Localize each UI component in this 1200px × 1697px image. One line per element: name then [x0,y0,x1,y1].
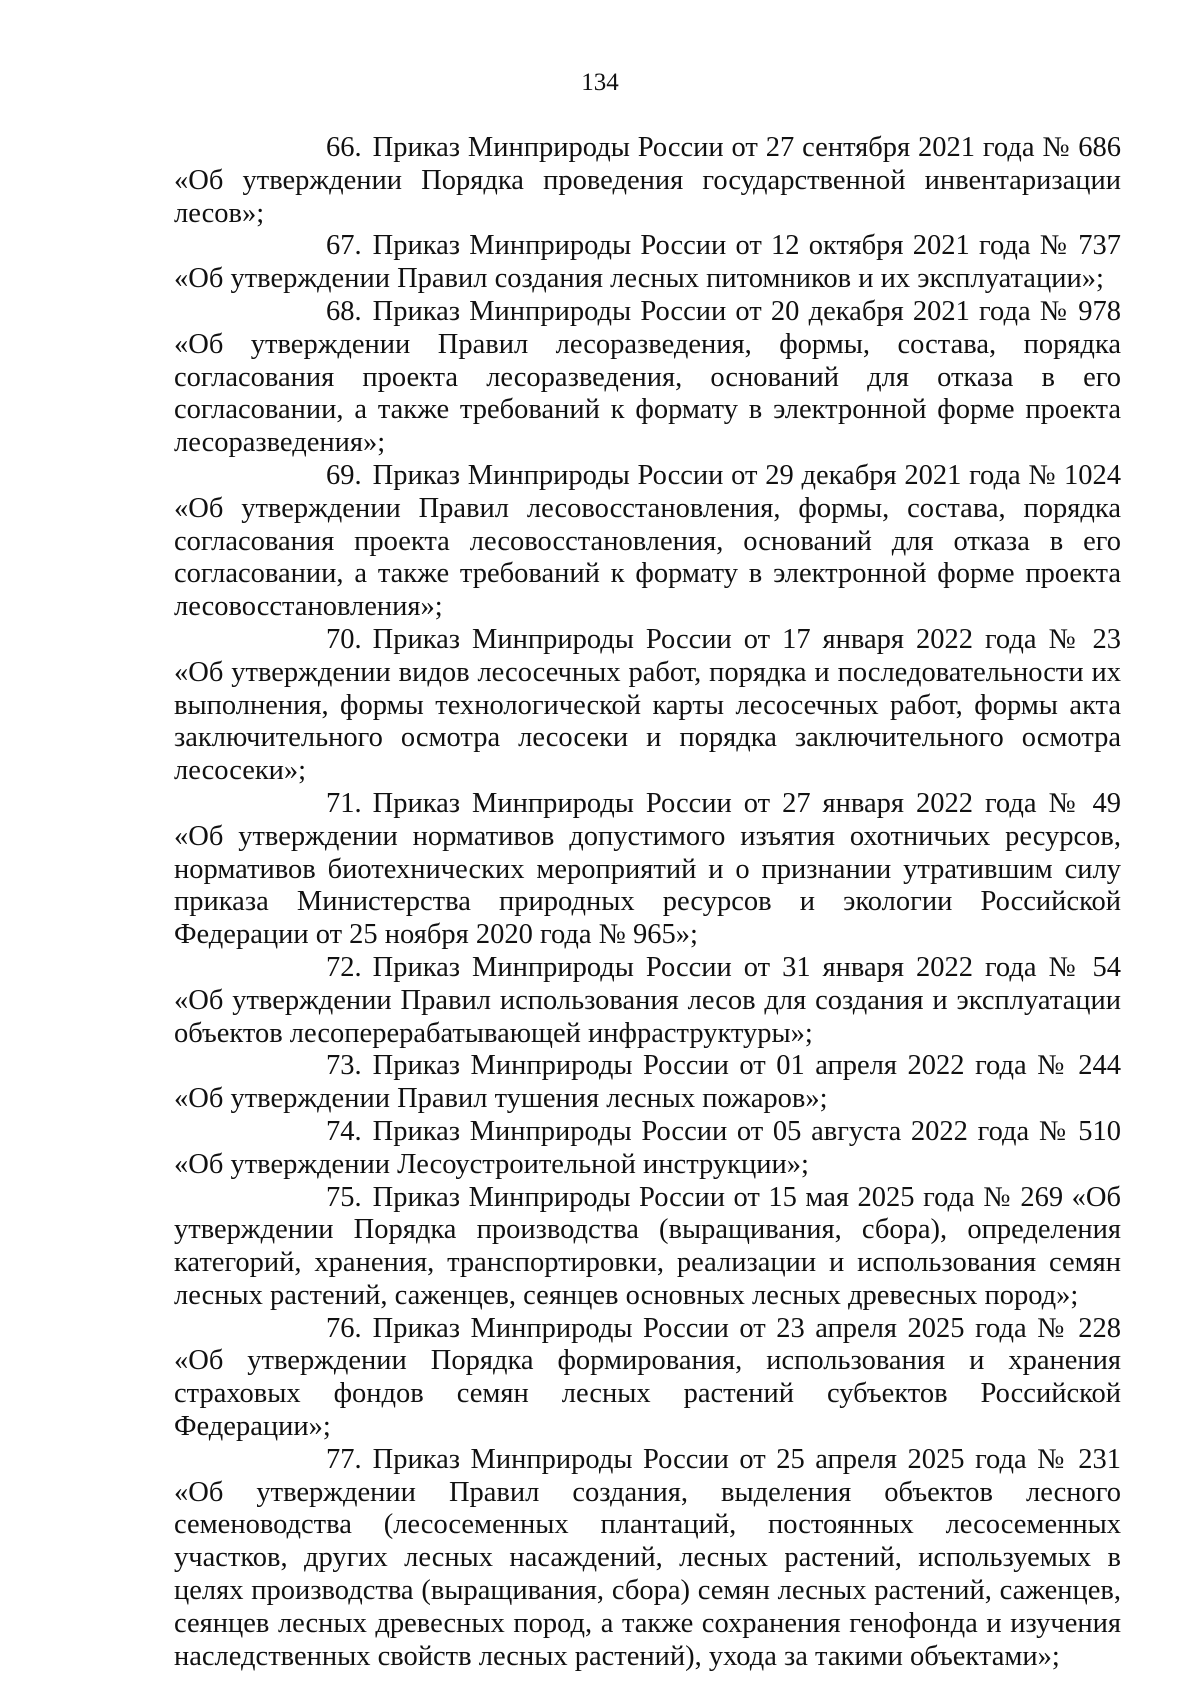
list-item [174,1182,1121,1313]
list-item [174,1444,1121,1674]
item-text: Приказ Минприроды России от 23 апреля 2025 года № 228 «Об утверждении Порядка формирования, использования и хранения страховых фондов семян лесных растений субъектов Российской Федерации»; [174,1312,1121,1443]
item-text: Приказ Минприроды России от 29 декабря 2021 года № 1024 «Об утверждении Правил лесовосстановления, формы, состава, порядка согласования проекта лесовосстановления, оснований для отказа в его согласовании, а также требований к формату в электронной форме проекта лесовосстановления»; [174,459,1121,623]
list-item [174,460,1121,624]
order-list [174,132,1121,1673]
item-number: 68. [326,295,362,327]
list-item [174,296,1121,460]
item-number: 73. [326,1050,362,1082]
item-text: Приказ Минприроды России от 27 января 2022 года № 49 «Об утверждении нормативов допустимого изъятия охотничьих ресурсов, нормативов биотехнических мероприятий и о признании утратившим силу приказа Министерства природных ресурсов и экологии Российской Федерации от 25 ноября 2020 года № 965»; [174,787,1121,951]
item-text: Приказ Минприроды России от 20 декабря 2021 года № 978 «Об утверждении Правил лесоразведения, формы, состава, порядка согласования проекта лесоразведения, оснований для отказа в его согласовании, а также требований к формату в электронной форме проекта лесоразведения»; [174,295,1121,459]
item-number: 77. [326,1443,362,1475]
item-number: 76. [326,1312,362,1344]
item-text: Приказ Минприроды России от 27 сентября 2021 года № 686 «Об утверждении Порядка проведения государственной инвентаризации лесов»; [174,132,1121,229]
list-item [174,132,1121,230]
item-text: Приказ Минприроды России от 15 мая 2025 года № 269 «Об утверждении Порядка производства (выращивания, сбора), определения категорий, хранения, транспортировки, реализации и использования семян лесных растений, саженцев, сеянцев основных лесных древесных пород»; [174,1181,1121,1311]
list-item [174,624,1121,788]
item-number: 71. [326,787,362,819]
item-text: Приказ Минприроды России от 31 января 2022 года № 54 «Об утверждении Правил использования лесов для создания и эксплуатации объектов лесоперерабатывающей инфраструктуры»; [174,951,1121,1049]
item-text: Приказ Минприроды России от 17 января 2022 года № 23 «Об утверждении видов лесосечных работ, порядка и последовательности их выполнения, формы технологической карты лесосечных работ, формы акта заключительного осмотра лесосеки и порядка заключительного осмотра лесосеки»; [174,623,1121,787]
list-item [174,230,1121,296]
list-item [174,1313,1121,1444]
list-item [174,1050,1121,1116]
list-item [174,788,1121,952]
item-text: Приказ Минприроды России от 12 октября 2021 года № 737 «Об утверждении Правил создания лесных питомников и их эксплуатации»; [174,230,1121,295]
item-number: 72. [326,951,362,983]
item-text: Приказ Минприроды России от 01 апреля 2022 года № 244 «Об утверждении Правил тушения лесных пожаров»; [174,1050,1121,1115]
item-number: 75. [326,1181,362,1213]
item-text: Приказ Минприроды России от 05 августа 2022 года № 510 «Об утверждении Лесоустроительной инструкции»; [174,1115,1121,1180]
list-item [174,1116,1121,1182]
item-number: 74. [326,1115,362,1147]
list-item [174,952,1121,1050]
item-text: Приказ Минприроды России от 25 апреля 2025 года № 231 «Об утверждении Правил создания, выделения объектов лесного семеноводства (лесосеменных плантаций, постоянных лесосеменных участков, других лесных насаждений, лесных растений, используемых в целях производства (выращивания, сбора) семян лесных растений, саженцев, сеянцев лесных древесных пород, а также сохранения генофонда и изучения наследственных свойств лесных растений), ухода за такими объектами»; [174,1443,1121,1672]
item-number: 69. [326,459,362,491]
item-number: 67. [326,230,362,262]
item-number: 66. [326,132,362,163]
item-number: 70. [326,623,362,655]
page-number: 134 [581,69,619,96]
